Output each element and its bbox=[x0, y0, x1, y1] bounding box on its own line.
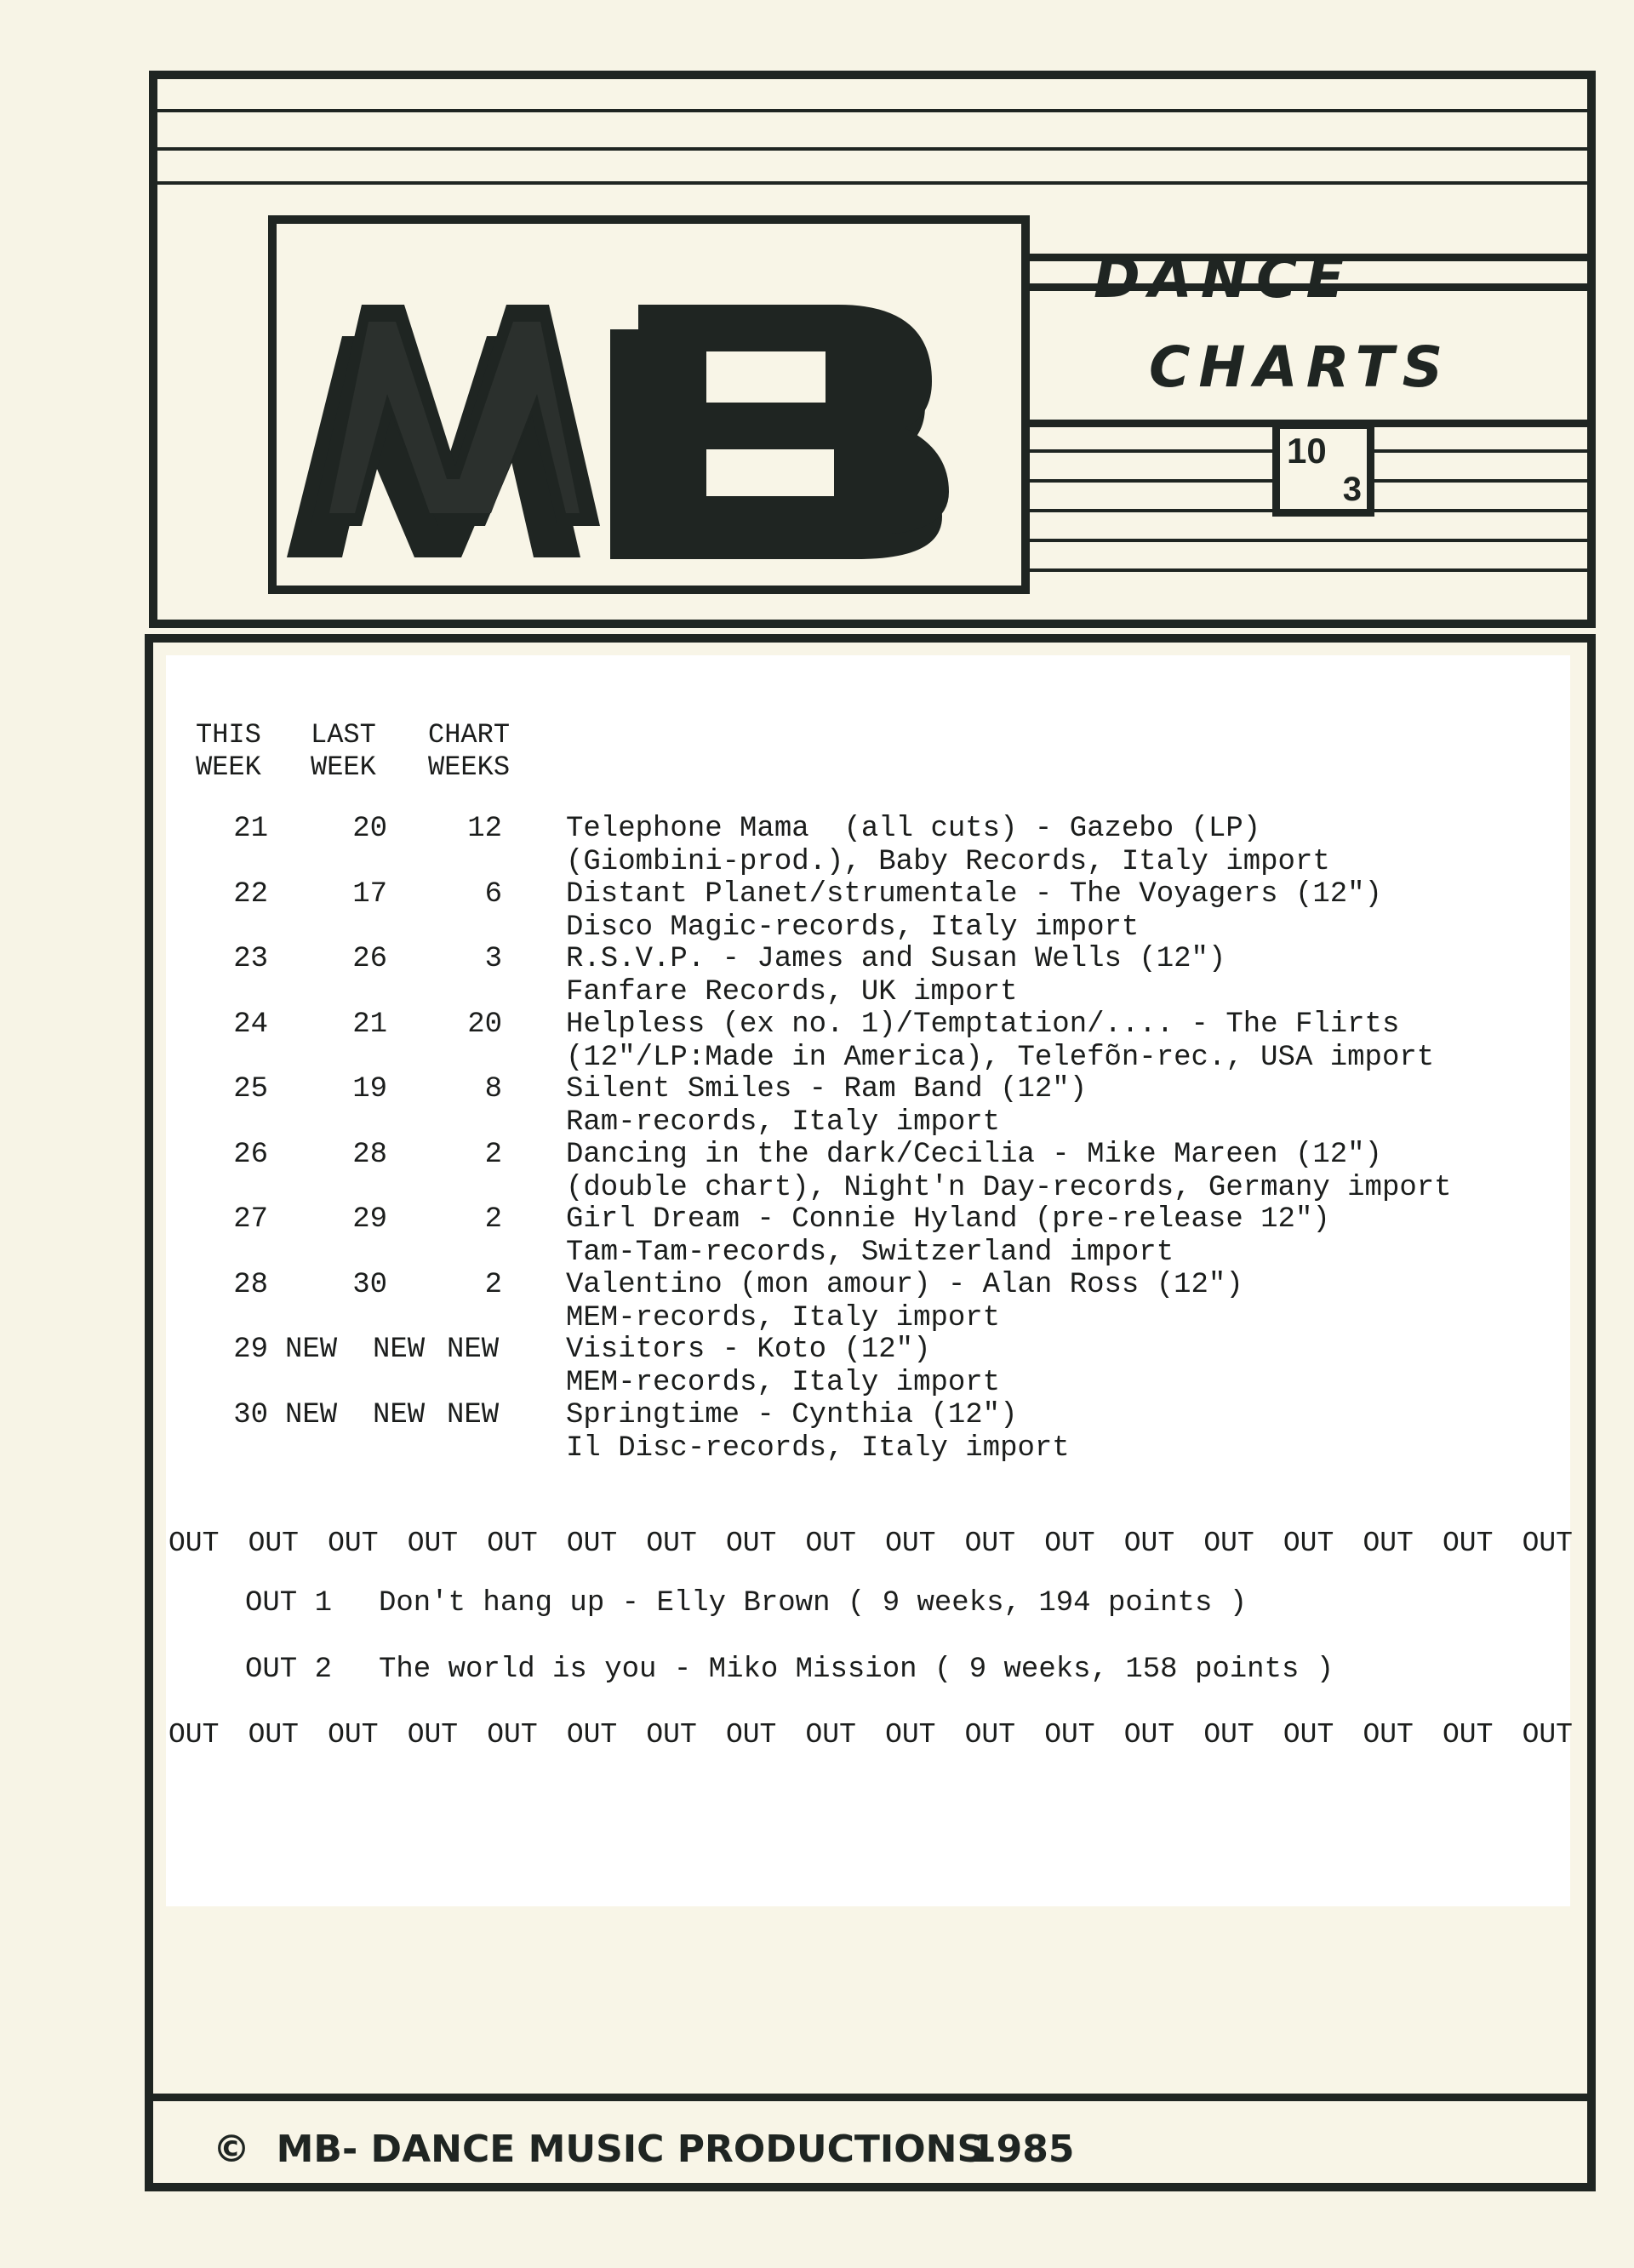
entry-title: Girl Dream - Connie Hyland (pre-release 12") bbox=[566, 1203, 1330, 1236]
chart-entry bbox=[0, 1008, 1634, 1075]
out-entry-2-label: OUT 2 bbox=[245, 1654, 333, 1686]
entry-title: Valentino (mon amour) - Alan Ross (12") bbox=[566, 1268, 1243, 1301]
issue-number-box bbox=[1272, 421, 1374, 517]
weeks-on-chart: 2 bbox=[484, 1268, 502, 1301]
out-word: OUT bbox=[1522, 1528, 1573, 1559]
out-word: OUT bbox=[805, 1719, 856, 1751]
entry-label-info: Ram-records, Italy import bbox=[566, 1106, 1001, 1139]
position-this-week: 22 bbox=[233, 877, 268, 911]
out-word: OUT bbox=[1123, 1719, 1175, 1751]
out-word: OUT bbox=[407, 1528, 459, 1559]
entry-label-info: MEM-records, Italy import bbox=[566, 1367, 1001, 1399]
weeks-on-chart: 3 bbox=[484, 943, 502, 975]
chart-entry bbox=[0, 943, 1634, 1009]
chart-entry bbox=[0, 1203, 1634, 1270]
out-entry-2-text: The world is you - Miko Mission ( 9 weeks, 158 points ) bbox=[379, 1654, 1334, 1686]
weeks-on-chart: NEW bbox=[447, 1334, 500, 1366]
entry-label-info: (12"/LP:Made in America), Telefõn-rec., USA import bbox=[566, 1041, 1435, 1074]
new-marker: NEW bbox=[285, 1334, 338, 1366]
out-word: OUT bbox=[1522, 1719, 1573, 1751]
out-word: OUT bbox=[487, 1528, 538, 1559]
out-word: OUT bbox=[805, 1528, 856, 1559]
position-last-week: NEW bbox=[373, 1334, 426, 1366]
out-word: OUT bbox=[328, 1528, 379, 1559]
out-word: OUT bbox=[1203, 1719, 1254, 1751]
weeks-on-chart: 6 bbox=[484, 877, 502, 911]
position-last-week: 28 bbox=[352, 1138, 387, 1171]
out-word: OUT bbox=[1283, 1528, 1334, 1559]
chart-entry bbox=[0, 878, 1634, 945]
chart-entry bbox=[0, 1334, 1634, 1400]
position-this-week: 26 bbox=[233, 1138, 268, 1171]
footer-rule bbox=[145, 2094, 1596, 2101]
out-word: OUT bbox=[885, 1719, 936, 1751]
entry-title: R.S.V.P. - James and Susan Wells (12") bbox=[566, 943, 1226, 975]
entry-title: Silent Smiles - Ram Band (12") bbox=[566, 1073, 1088, 1105]
entry-title: Springtime - Cynthia (12") bbox=[566, 1398, 1018, 1431]
out-word: OUT bbox=[328, 1719, 379, 1751]
masthead bbox=[149, 71, 1596, 628]
weeks-on-chart: NEW bbox=[447, 1398, 500, 1431]
position-this-week: 23 bbox=[233, 943, 268, 975]
weeks-on-chart: 2 bbox=[484, 1203, 502, 1236]
issue-sub: 3 bbox=[1342, 471, 1362, 508]
weeks-on-chart: 20 bbox=[467, 1008, 502, 1041]
entry-label-info: (double chart), Night'n Day-records, Germany import bbox=[566, 1171, 1452, 1204]
header-rule bbox=[1026, 568, 1587, 572]
mb-logo bbox=[268, 215, 1030, 594]
position-last-week: NEW bbox=[373, 1398, 426, 1431]
position-this-week: 30 bbox=[233, 1398, 268, 1431]
footer-copyright: © MB- DANCE MUSIC PRODUCTIONS bbox=[213, 2128, 985, 2171]
chart-entry bbox=[0, 1399, 1634, 1465]
header-rule bbox=[157, 147, 1587, 151]
position-this-week: 25 bbox=[233, 1073, 268, 1105]
out-word: OUT bbox=[1044, 1719, 1095, 1751]
chart-entry bbox=[0, 813, 1634, 879]
out-word: OUT bbox=[1283, 1719, 1334, 1751]
entry-label-info: Tam-Tam-records, Switzerland import bbox=[566, 1237, 1174, 1269]
out-word: OUT bbox=[1443, 1528, 1494, 1559]
position-this-week: 27 bbox=[233, 1203, 268, 1236]
header-rule bbox=[157, 109, 1587, 112]
entry-label-info: MEM-records, Italy import bbox=[566, 1301, 1001, 1334]
out-entry-1-label: OUT 1 bbox=[245, 1587, 333, 1620]
out-word: OUT bbox=[248, 1719, 299, 1751]
out-word: OUT bbox=[566, 1719, 618, 1751]
out-word: OUT bbox=[1044, 1528, 1095, 1559]
position-last-week: 29 bbox=[352, 1203, 387, 1236]
out-word: OUT bbox=[169, 1528, 220, 1559]
out-word: OUT bbox=[646, 1719, 697, 1751]
entry-title: Dancing in the dark/Cecilia - Mike Mareen (12") bbox=[566, 1138, 1382, 1171]
entry-title: Helpless (ex no. 1)/Temptation/.... - The Flirts bbox=[566, 1008, 1400, 1041]
out-word: OUT bbox=[407, 1719, 459, 1751]
chart-entry bbox=[0, 1269, 1634, 1335]
position-this-week: 29 bbox=[233, 1334, 268, 1366]
out-word: OUT bbox=[169, 1719, 220, 1751]
entry-title: Distant Planet/strumentale - The Voyagers (12") bbox=[566, 877, 1382, 911]
out-word: OUT bbox=[1363, 1528, 1414, 1559]
position-this-week: 28 bbox=[233, 1268, 268, 1301]
entry-label-info: Il Disc-records, Italy import bbox=[566, 1431, 1070, 1465]
title-charts: CHARTS bbox=[1149, 334, 1452, 400]
position-last-week: 20 bbox=[352, 813, 387, 845]
entry-title: Telephone Mama (all cuts) - Gazebo (LP) bbox=[566, 813, 1261, 845]
footer-year: 1985 bbox=[970, 2128, 1075, 2171]
out-word: OUT bbox=[964, 1719, 1016, 1751]
chart-entry bbox=[0, 1073, 1634, 1140]
issue-number: 10 bbox=[1287, 431, 1327, 471]
mb-logo-graphic bbox=[277, 224, 1021, 586]
out-word: OUT bbox=[1363, 1719, 1414, 1751]
out-word: OUT bbox=[566, 1528, 618, 1559]
entry-label-info: Fanfare Records, UK import bbox=[566, 976, 1018, 1008]
out-word: OUT bbox=[487, 1719, 538, 1751]
out-word: OUT bbox=[725, 1719, 777, 1751]
out-word: OUT bbox=[964, 1528, 1016, 1559]
header-rule bbox=[157, 181, 1587, 185]
entry-title: Visitors - Koto (12") bbox=[566, 1334, 931, 1366]
out-banner-bottom bbox=[169, 1719, 1573, 1751]
new-marker: NEW bbox=[285, 1398, 338, 1431]
out-word: OUT bbox=[725, 1528, 777, 1559]
weeks-on-chart: 2 bbox=[484, 1138, 502, 1171]
header-chart-weeks: CHART WEEKS bbox=[428, 719, 511, 783]
entry-label-info: Disco Magic-records, Italy import bbox=[566, 911, 1140, 944]
header-this-week: THIS WEEK bbox=[196, 719, 261, 783]
out-word: OUT bbox=[885, 1528, 936, 1559]
out-word: OUT bbox=[1203, 1528, 1254, 1559]
out-banner-top bbox=[169, 1528, 1573, 1559]
weeks-on-chart: 8 bbox=[484, 1073, 502, 1105]
position-last-week: 30 bbox=[352, 1268, 387, 1301]
header-rule bbox=[1026, 539, 1587, 542]
entry-label-info: (Giombini-prod.), Baby Records, Italy import bbox=[566, 846, 1330, 878]
position-last-week: 26 bbox=[352, 943, 387, 975]
out-word: OUT bbox=[248, 1528, 299, 1559]
title-dance: DANCE bbox=[1094, 245, 1353, 311]
out-entry-1-text: Don't hang up - Elly Brown ( 9 weeks, 194 points ) bbox=[379, 1587, 1248, 1620]
out-word: OUT bbox=[1123, 1528, 1175, 1559]
out-word: OUT bbox=[646, 1528, 697, 1559]
position-last-week: 21 bbox=[352, 1008, 387, 1041]
header-last-week: LAST WEEK bbox=[311, 719, 376, 783]
position-this-week: 21 bbox=[233, 813, 268, 845]
position-this-week: 24 bbox=[233, 1008, 268, 1041]
chart-entry bbox=[0, 1139, 1634, 1205]
weeks-on-chart: 12 bbox=[467, 813, 502, 845]
out-word: OUT bbox=[1443, 1719, 1494, 1751]
position-last-week: 19 bbox=[352, 1073, 387, 1105]
position-last-week: 17 bbox=[352, 877, 387, 911]
